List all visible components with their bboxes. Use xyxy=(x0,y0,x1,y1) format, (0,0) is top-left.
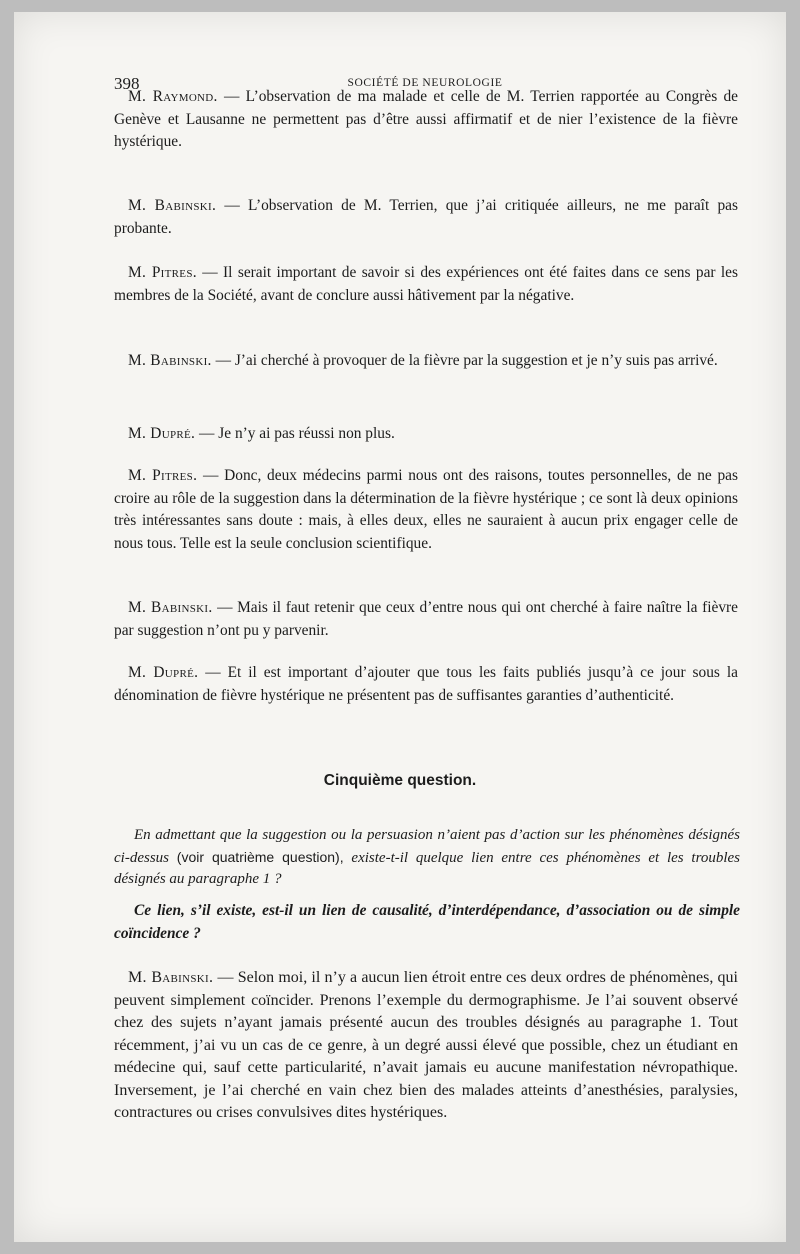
running-title: SOCIÉTÉ DE NEUROLOGIE xyxy=(347,77,503,89)
paragraph xyxy=(114,662,738,707)
paragraph-text: — L’observation de M. Terrien, que j’ai critiquée ailleurs, ne me paraît pas probante. xyxy=(114,197,738,237)
paragraph-text: — Donc, deux médecins parmi nous ont des raisons, toutes personnelles, de ne pas croire au rôle de la suggestion dans la détermination de la fièvre hystérique ; ce sont là deux opinions très intéressantes sans doute : mais, à elles deux, elles ne sauraient à aucun prix engager celle de nous tous. Telle est la seule conclusion scientifique. xyxy=(114,467,738,552)
speaker-name: M. Babinski. xyxy=(128,352,212,369)
paragraph xyxy=(114,86,738,154)
page-number: 398 xyxy=(114,74,140,93)
question-part: En admettant que la suggestion ou la persuasion n’aient pas d’action sur les phénomènes désignés ci-dessus xyxy=(114,827,740,866)
paragraph xyxy=(114,262,738,307)
paragraph-text: — J’ai cherché à provoquer de la fièvre par la suggestion et je n’y suis pas arrivé. xyxy=(215,352,718,369)
paragraph-text: — Je n’y ai pas réussi non plus. xyxy=(199,425,395,442)
paragraph-text: — Mais il faut retenir que ceux d’entre nous qui ont cherché à faire naître la fièvre par suggestion n’ont pu y parvenir. xyxy=(114,599,738,639)
paragraph-text: — Selon moi, il n’y a aucun lien étroit entre ces deux ordres de phénomènes, qui peuvent simplement coïncider. Prenons l’exemple du dermographisme. Je l’ai souvent observé chez des sujets n’ayant jamais présenté aucun des troubles désignés au paragraphe 1. Tout récemment, j’ai vu un cas de ce genre, à un degré aussi élevé que possible, chez un étudiant en médecine qui, sauf cette particularité, n’avait jamais eu aucune manifestation névropathique. Inversement, je l’ai cherché en vain chez bien des malades atteints d’anesthésies, paralysies, contractures ou crises convulsives dites hystériques. xyxy=(114,969,739,1121)
paragraph xyxy=(114,195,738,240)
paragraph-text: — Et il est important d’ajouter que tous les faits publiés jusqu’à ce jour sous la dénomination de fièvre hystérique ne présentent pas de suffisantes garanties d’authenticité. xyxy=(114,664,738,704)
speaker-name: M. Dupré. xyxy=(128,425,196,442)
paragraph xyxy=(114,350,738,373)
speaker-name: M. Pitres. xyxy=(128,264,197,281)
section-title: Cinquième question. xyxy=(323,772,477,789)
paragraph xyxy=(114,597,738,642)
paragraph-text: — Il serait important de savoir si des expériences ont été faites dans ce sens par les membres de la Société, avant de conclure aussi hâtivement par la négative. xyxy=(114,264,739,304)
question-parenthetical: (voir quatrième question), xyxy=(176,848,344,865)
question-part: existe-t-il quelque lien entre ces phénomènes et les troubles désignés au paragraphe 1 ? xyxy=(114,849,741,887)
paragraph xyxy=(114,465,738,555)
speaker-name: M. Babinski. xyxy=(128,197,217,214)
question-bold-text: Ce lien, s’il existe, est-il un lien de causalité, d’interdépendance, d’association ou de simple coïncidence ? xyxy=(114,902,740,942)
paragraph xyxy=(114,423,738,446)
paragraph-text: — L’observation de ma malade et celle de M. Terrien rapportée au Congrès de Genève et Lausanne ne permettent pas d’être aussi affirmatif et de nier l’existence de la fièvre hystérique. xyxy=(114,88,738,150)
speaker-name: M. Raymond. xyxy=(128,88,218,105)
speaker-name: M. Dupré. xyxy=(128,664,199,681)
question-text xyxy=(114,825,740,891)
speaker-name: M. Pitres. xyxy=(128,467,198,484)
speaker-name: M. Babinski. xyxy=(128,969,214,986)
paragraph xyxy=(114,967,738,1125)
speaker-name: M. Babinski. xyxy=(128,599,213,616)
